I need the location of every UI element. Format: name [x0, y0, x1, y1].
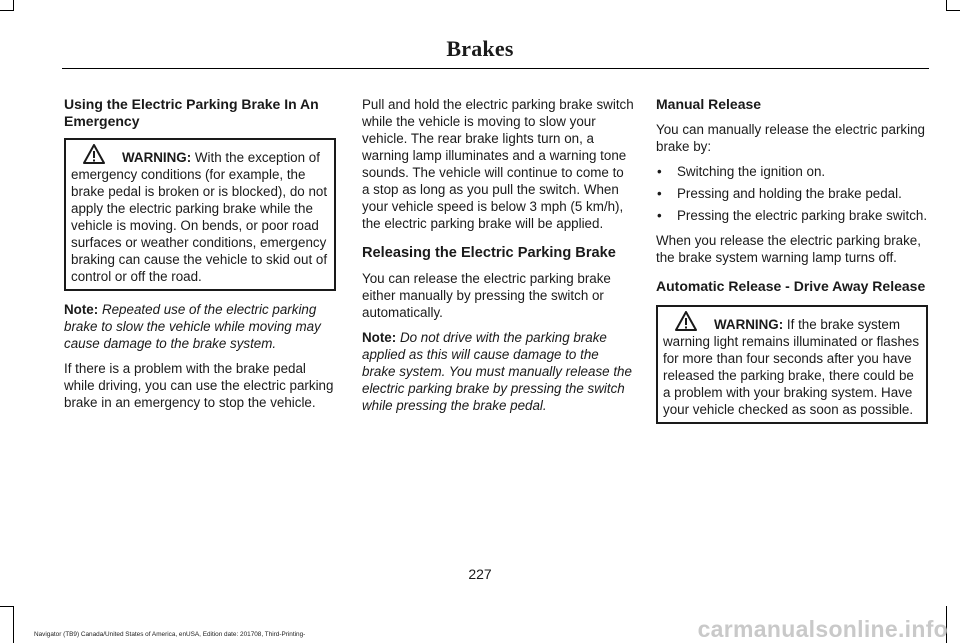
crop-mark — [0, 10, 14, 11]
list-item: • Pressing and holding the brake pedal. — [656, 185, 928, 202]
note-text: Do not drive with the parking brake applied as this will cause damage to the brake system. You must manually release the electric parking brake by pressing the switch while pressing the brake pedal. — [362, 330, 632, 413]
list-item: • Switching the ignition on. — [656, 163, 928, 180]
note-label: Note: — [362, 330, 397, 345]
section-heading-releasing: Releasing the Electric Parking Brake — [362, 245, 616, 261]
note-text: Repeated use of the electric parking brake to slow the vehicle while moving may cause damage to the brake system. — [64, 302, 321, 351]
crop-mark — [13, 0, 14, 10]
column-2 — [362, 96, 634, 422]
crop-mark — [946, 0, 947, 10]
body-paragraph: Pull and hold the electric parking brake switch while the vehicle is moving to slow your vehicle. The rear brake lights turn on, a warning lamp illuminates and a warning tone sounds. The vehicle will continue to come to a stop as long as you pull the switch. When your vehicle speed is below 3 mph (5 km/h), the electric parking brake will be applied. — [362, 97, 634, 231]
column-3 — [656, 96, 928, 434]
warning-text: With the exception of emergency conditions (for example, the brake pedal is broken or is blocked), do not apply the electric parking brake while the vehicle is moving. On bends, or poor road surfaces or weather conditions, emergency braking can cause the vehicle to skid out of control or off the road. — [71, 150, 328, 284]
section-heading-emergency: Using the Electric Parking Brake In An Emergency — [64, 96, 319, 129]
body-paragraph: If there is a problem with the brake pedal while driving, you can use the electric parking brake in an emergency to stop the vehicle. — [64, 361, 334, 410]
note-paragraph — [362, 329, 634, 414]
body-paragraph: You can manually release the electric parking brake by: — [656, 122, 925, 154]
warning-label: WARNING: — [714, 317, 784, 332]
list-item: • Pressing the electric parking brake switch. — [656, 207, 928, 224]
page-title: Brakes — [446, 36, 514, 61]
warning-triangle-icon — [675, 311, 711, 331]
footer-edition-text: Navigator (TB9) Canada/United States of America, enUSA, Edition date: 201708, Third-Printing- — [34, 631, 306, 638]
section-heading-automatic-release: Automatic Release - Drive Away Release — [656, 278, 926, 294]
watermark: carmanualsonline.info — [697, 616, 948, 642]
bullet-list — [656, 163, 928, 224]
crop-mark — [0, 606, 14, 607]
warning-label: WARNING: — [122, 150, 192, 165]
column-1 — [64, 96, 336, 419]
crop-mark — [13, 606, 14, 643]
crop-mark — [946, 10, 960, 11]
warning-triangle-icon — [83, 144, 119, 164]
warning-text: If the brake system warning light remains illuminated or flashes for more than four seconds after you have released the parking brake, there could be a problem with your braking system. Have your vehicle checked as soon as possible. — [663, 317, 920, 417]
page-number: 227 — [468, 566, 492, 582]
note-paragraph — [64, 301, 336, 352]
header-rule — [62, 68, 929, 69]
section-heading-manual-release: Manual Release — [656, 96, 762, 112]
body-paragraph: When you release the electric parking brake, the brake system warning lamp turns off. — [656, 233, 921, 265]
warning-box — [64, 138, 336, 291]
body-paragraph: You can release the electric parking brake either manually by pressing the switch or automatically. — [362, 271, 611, 320]
warning-box — [656, 305, 928, 424]
note-label: Note: — [64, 302, 99, 317]
